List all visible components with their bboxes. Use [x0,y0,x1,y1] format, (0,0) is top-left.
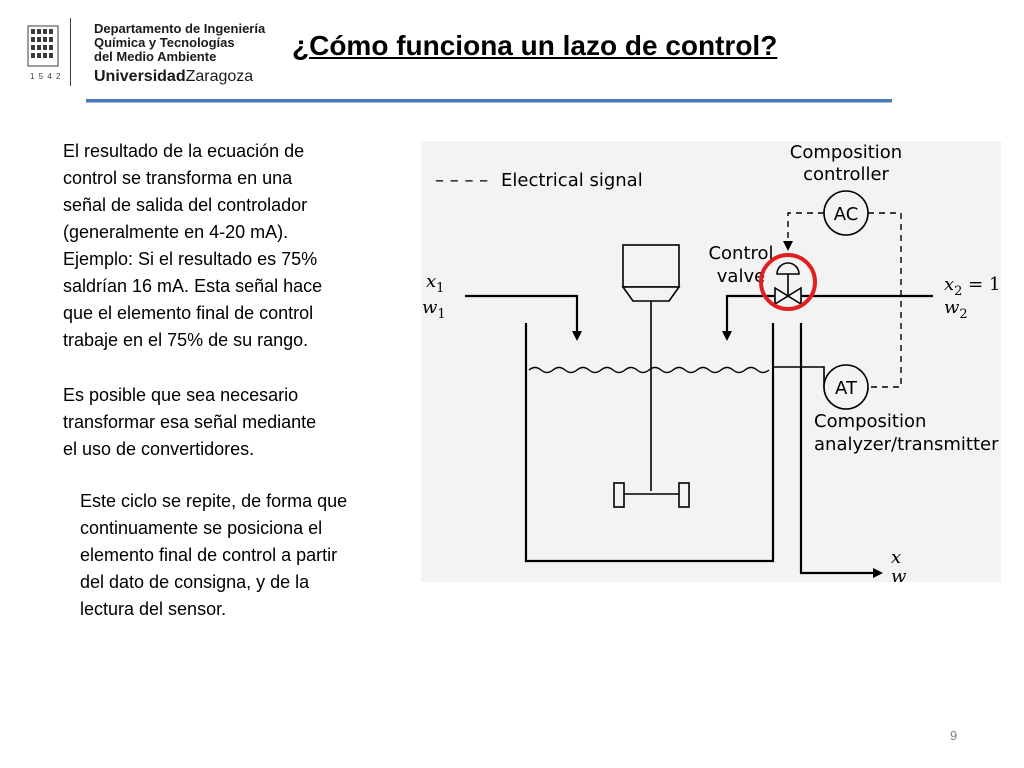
stream-2-w-label: $w_2$ [944,297,968,322]
valve-label-2: valve [716,266,766,287]
paragraph-control-cycle: Este ciclo se repite, de forma que continuamente se posiciona el elemento final de control a partir del dato de consigna, y de la lectura del sensor. [80,491,348,619]
university-name: UniversidadZaragoza [94,68,254,85]
department-line-2: Química y Tecnologías [94,35,235,50]
university-logo [22,18,270,86]
page-number: 9 [950,728,958,743]
controller-label-1: Composition [789,142,903,163]
stream-2-x-label: $x_2 = 1$ [944,274,1001,299]
controller-label-2: controller [803,164,889,185]
department-line-3: del Medio Ambiente [94,49,217,64]
legend-dashes: – – – – [435,170,489,191]
paragraph-controller-output: El resultado de la ecuación de control se transforma en una señal de salida del controlador (generalmente en 4-20 mA). Ejemplo: Si el resultado es 75% saldrían 16 mA. Esta señal hace que el elemento final de control trabaje en el 75% de su rango. [63,141,323,350]
transmitter-tag: AT [835,378,857,399]
slide-title: ¿Cómo funciona un lazo de control? [292,30,778,61]
paragraph-converters: Es posible que sea necesario transformar esa señal mediante el uso de convertidores. [63,385,317,459]
transmitter-label-1: Composition [814,411,927,432]
signal-arrowhead [783,241,793,251]
inlet-1-arrowhead [572,331,582,341]
control-loop-diagram [421,141,1001,582]
agitator-motor [623,245,679,301]
controller-tag: AC [833,204,859,225]
electrical-signal-lines [788,213,901,387]
inlet-2-arrowhead [722,331,732,341]
transmitter-label-2: analyzer/transmitter [814,434,999,455]
sample-line-to-transmitter [801,367,824,387]
logo-divider [70,18,71,86]
outlet-w-label: w [891,566,907,582]
tank [526,323,773,561]
department-line-1: Departamento de Ingeniería [94,21,266,36]
inlet-1-x-label: $x_1$ [426,271,445,296]
valve-label-1: Control [708,243,774,264]
control-valve-icon [775,263,801,304]
outlet-arrowhead [873,568,883,578]
title-divider-shadow [86,102,892,103]
legend-label: Electrical signal [501,170,643,191]
outlet-x-label: x [891,547,902,568]
inlet-stream-2 [727,296,933,333]
inlet-1-w-label: $w_1$ [422,297,446,322]
inlet-stream-1 [465,296,577,333]
liquid-surface [529,368,769,373]
logo-year: 1 5 4 2 [30,72,62,81]
